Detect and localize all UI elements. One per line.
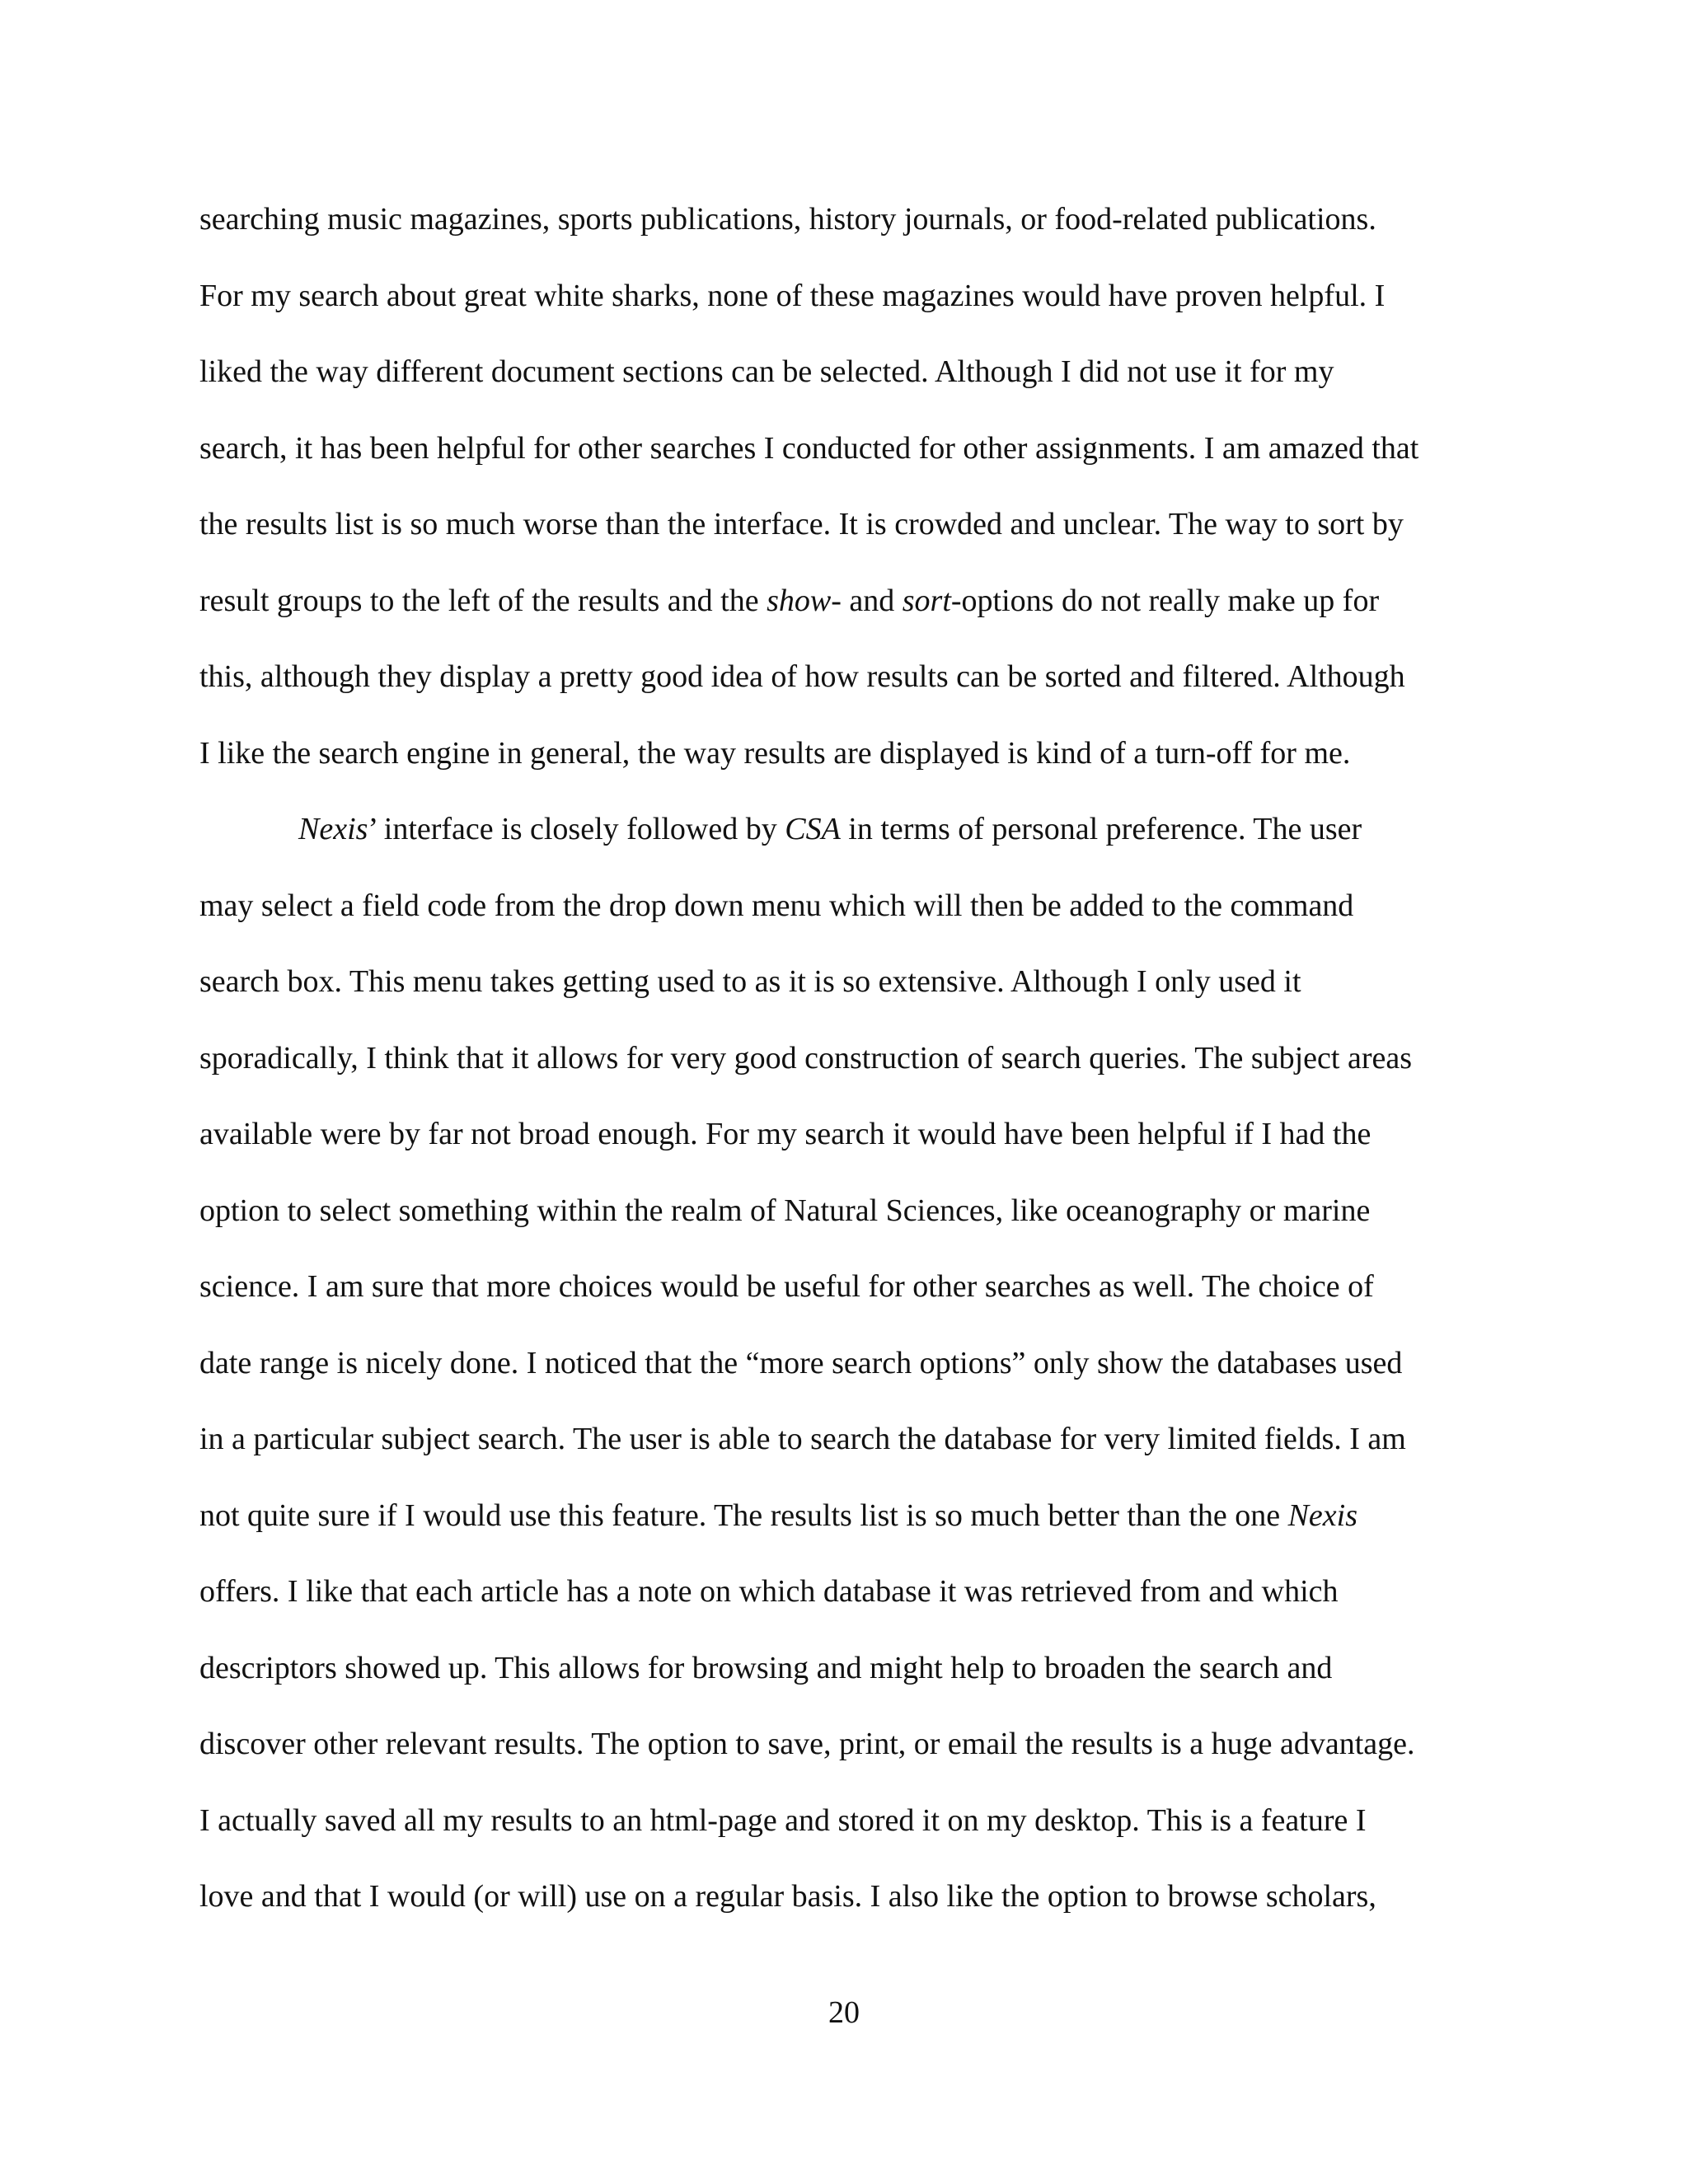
- text-line: I like the search engine in general, the way results are displayed is kind of a turn-off for me.: [199, 735, 1351, 771]
- text-line: I actually saved all my results to an html-page and stored it on my desktop. This is a feature I: [199, 1802, 1367, 1838]
- text-line: discover other relevant results. The option to save, print, or email the results is a huge advantage.: [199, 1727, 1415, 1761]
- text-line: liked the way different document sections can be selected. Although I did not use it for my: [199, 354, 1334, 389]
- body-text: [199, 181, 1502, 1935]
- text-segment: in terms of personal preference. The user: [840, 812, 1362, 846]
- text-line: science. I am sure that more choices would be useful for other searches as well. The choice of: [199, 1269, 1374, 1304]
- text-line: sporadically, I think that it allows for very good construction of search queries. The subject areas: [199, 1040, 1412, 1076]
- text-segment: result groups to the left of the results and the: [199, 583, 767, 618]
- text-line: may select a field code from the drop down menu which will then be added to the command: [199, 888, 1354, 923]
- text-line: [199, 563, 1502, 640]
- text-line: option to select something within the realm of Natural Sciences, like oceanography or marine: [199, 1193, 1371, 1228]
- text-line: the results list is so much worse than the interface. It is crowded and unclear. The way to sort by: [199, 507, 1404, 541]
- italic-text: Nexis: [298, 812, 368, 846]
- text-line: this, although they display a pretty good idea of how results can be sorted and filtered. Although: [199, 659, 1405, 694]
- text-segment: ’ interface is closely followed by: [368, 812, 785, 846]
- text-line: offers. I like that each article has a note on which database it was retrieved from and which: [199, 1574, 1339, 1609]
- text-line: searching music magazines, sports publications, history journals, or food-related publications.: [199, 202, 1376, 237]
- italic-text: Nexis: [1287, 1497, 1358, 1533]
- text-line: in a particular subject search. The user is able to search the database for very limited fields. I am: [199, 1422, 1406, 1456]
- text-line: love and that I would (or will) use on a regular basis. I also like the option to browse scholars,: [199, 1879, 1376, 1914]
- text-line: For my search about great white sharks, none of these magazines would have proven helpful. I: [199, 278, 1386, 313]
- text-line: search box. This menu takes getting used to as it is so extensive. Although I only used it: [199, 964, 1301, 999]
- italic-text: sort: [902, 583, 951, 618]
- italic-text: CSA: [785, 812, 841, 846]
- text-segment: - and: [831, 583, 903, 618]
- italic-text: show: [767, 583, 832, 618]
- text-segment: -options do not really make up for: [950, 583, 1380, 618]
- text-line: descriptors showed up. This allows for browsing and might help to broaden the search and: [199, 1650, 1333, 1685]
- text-line: search, it has been helpful for other searches I conducted for other assignments. I am amazed that: [199, 430, 1419, 466]
- text-line: [199, 791, 1502, 868]
- page-number: 20: [828, 1995, 860, 2030]
- text-line: date range is nicely done. I noticed that the “more search options” only show the databases used: [199, 1345, 1403, 1380]
- text-segment: not quite sure if I would use this feature. The results list is so much better than the one: [199, 1497, 1288, 1533]
- text-line: [199, 1478, 1502, 1554]
- text-line: available were by far not broad enough. For my search it would have been helpful if I had the: [199, 1117, 1372, 1151]
